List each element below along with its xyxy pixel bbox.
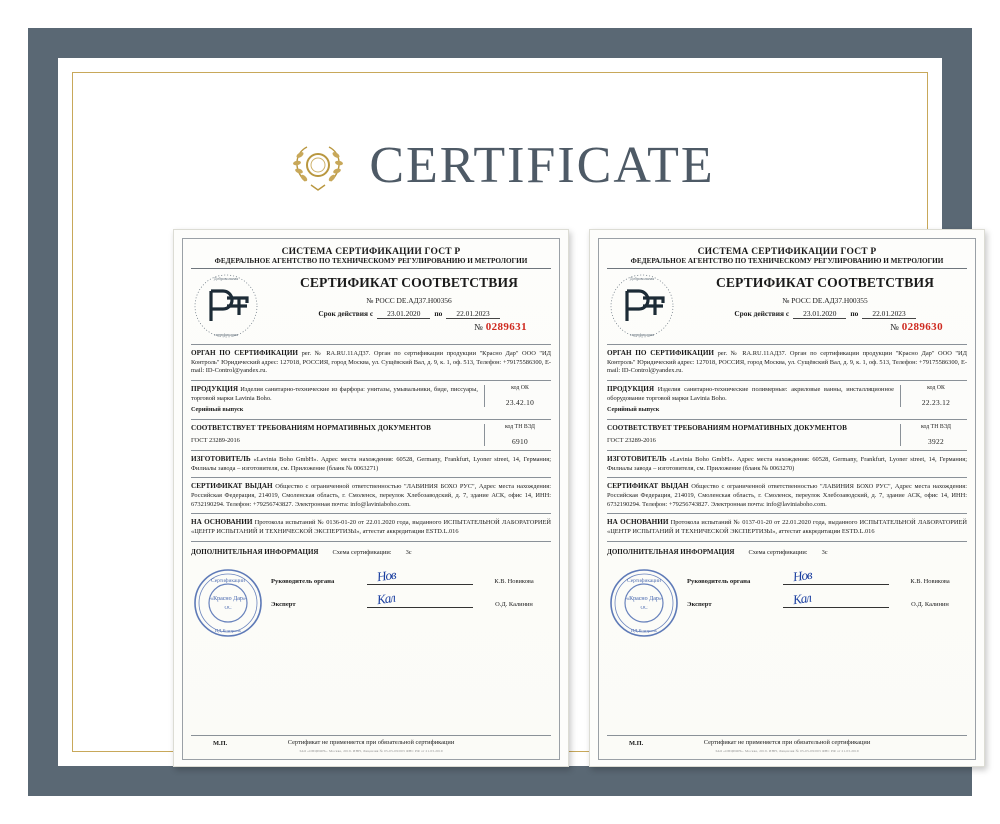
svg-text:ИД Контроль: ИД Контроль	[630, 627, 658, 633]
outer-frame	[28, 28, 972, 796]
issued-to-section	[191, 482, 551, 514]
certificate-header	[191, 273, 551, 339]
blank-number-value: 0289630	[901, 321, 943, 333]
agency-title: ФЕДЕРАЛЬНОЕ АГЕНТСТВО ПО ТЕХНИЧЕСКОМУ РЕГУЛИРОВАНИЮ И МЕТРОЛОГИИ	[607, 257, 967, 269]
tnved-code-value: 6910	[512, 436, 528, 446]
signature-row	[271, 589, 551, 608]
registration-number-value: РОСС DE.АД37.Н00355	[791, 296, 868, 305]
validity-from: 23.01.2020	[793, 309, 846, 319]
conformity-section	[191, 424, 551, 451]
laurel-wreath-icon	[285, 135, 351, 195]
microtext: ЗАО «ОПЦИОН». Москва, 2019. ИНН, Лицензия № 05-05-09/003 ФНС РФ от 21.03.2019	[299, 749, 443, 753]
basis-text: Протокола испытаний № 0136-01-20 от 22.01.2020 года, выданного ИСПЫТАТЕЛЬНОЙ ЛАБОРАТОРИЕЙ «ЦЕНТР ИСПЫТАНИЙ И ТЕХНИЧЕСКОЙ ЭКСПЕРТИЗЫ», аттестат аккредитации ESTD.L.016	[191, 519, 551, 536]
manufacturer-label: ИЗГОТОВИТЕЛЬ	[607, 455, 667, 464]
scheme-value: 3с	[821, 548, 828, 556]
signer-name: К.В. Новикова	[910, 577, 950, 585]
additional-info-section	[191, 548, 551, 556]
signer-role: Эксперт	[687, 600, 712, 608]
validity-row	[267, 309, 551, 319]
manufacturer-section	[191, 455, 551, 478]
validity-label: Срок действия с	[734, 309, 790, 318]
signature-scribble-icon: Нов	[375, 566, 397, 585]
round-blue-seal-icon	[191, 566, 265, 640]
signer-name: О.Д. Калинин	[495, 600, 533, 608]
conformity-section	[607, 424, 967, 451]
additional-info-label: ДОПОЛНИТЕЛЬНАЯ ИНФОРМАЦИЯ	[191, 547, 319, 556]
svg-text:Сертификации: Сертификации	[627, 577, 661, 584]
serial-label: Серийный выпуск	[607, 406, 660, 414]
footer-note: Сертификат не применяется при обязательной сертификации	[191, 735, 551, 746]
ok-code-label: код ОК	[511, 385, 529, 391]
gost-r-certification-mark-icon	[191, 273, 261, 339]
certificate-header	[607, 273, 967, 339]
tnved-code-value: 3922	[928, 436, 944, 446]
signer-name: О.Д. Калинин	[911, 600, 949, 608]
issued-text: Общество с ограниченной ответственностью "ЛАВИНИЯ БОХО РУС", Адрес места нахождения: Российская Федерация, 214019, Смоленская область, г. Смоленск, переулок Хлебозаводский, д. 7, здание АСК, офис 14, ИНН: 6732190294. Телефон: +79256743827. Электронная почта: info@laviniaboho.com.	[191, 483, 551, 508]
svg-text:Сертификации: Сертификации	[211, 577, 245, 584]
signature-row	[687, 589, 967, 608]
basis-text: Протокола испытаний № 0137-01-20 от 22.01.2020 года, выданного ИСПЫТАТЕЛЬНОЙ ЛАБОРАТОРИЕЙ «ЦЕНТР ИСПЫТАНИЙ И ТЕХНИЧЕСКОЙ ЭКСПЕРТИЗЫ», аттестат аккредитации ESTD.L.016	[607, 519, 967, 536]
registration-number-value: РОСС DE.АД37.Н00356	[375, 296, 452, 305]
registration-number-label: №	[782, 296, 790, 305]
system-title: СИСТЕМА СЕРТИФИКАЦИИ ГОСТ Р	[697, 247, 877, 257]
svg-text:ОС: ОС	[224, 605, 232, 611]
certificate-body	[598, 238, 976, 760]
signature-scribble-icon: Нов	[791, 566, 813, 585]
svg-text:ОС: ОС	[640, 605, 648, 611]
blank-number-label: №	[474, 322, 483, 332]
footer-note: Сертификат не применяется при обязательной сертификации	[607, 735, 967, 746]
certification-body-label: ОРГАН ПО СЕРТИФИКАЦИИ	[607, 349, 715, 357]
product-label: ПРОДУКЦИЯ	[607, 385, 655, 393]
signer-name: К.В. Новикова	[494, 577, 534, 585]
certification-body-label: ОРГАН ПО СЕРТИФИКАЦИИ	[191, 349, 299, 357]
gost-r-certification-mark-icon	[607, 273, 677, 339]
validity-to-label: по	[434, 309, 443, 318]
svg-text:«Красно Дар»: «Красно Дар»	[210, 595, 246, 602]
blank-number-line	[267, 321, 551, 333]
registration-number-line	[267, 296, 551, 305]
validity-to: 22.01.2023	[446, 309, 499, 319]
round-blue-seal-icon	[607, 566, 681, 640]
product-section	[191, 385, 551, 420]
ok-code-value: 23.42.10	[505, 398, 535, 407]
issued-label: СЕРТИФИКАТ ВЫДАН	[191, 482, 273, 491]
signature-line	[367, 566, 473, 585]
manufacturer-text: «Lavinia Boho GmbH». Адрес места нахождения: 60528, Germany, Frankfurt, Lyoner street, 14, Германия; Филиалы завода – изготовителя, см. Приложение (бланк № 0063270)	[607, 456, 967, 472]
validity-label: Срок действия с	[318, 309, 374, 318]
issued-to-section	[607, 482, 967, 514]
basis-section	[191, 518, 551, 541]
issued-text: Общество с ограниченной ответственностью "ЛАВИНИЯ БОХО РУС", Адрес места нахождения: Российская Федерация, 214019, Смоленская область, г. Смоленск, переулок Хлебозаводский, д. 7, здание АСК, офис 14, ИНН: 6732190294. Телефон: +79256743827. Электронная почта: info@laviniaboho.com.	[607, 483, 967, 508]
system-title: СИСТЕМА СЕРТИФИКАЦИИ ГОСТ Р	[281, 247, 461, 257]
certificate-card[interactable]	[589, 229, 985, 767]
svg-text:ИД Контроль: ИД Контроль	[214, 627, 242, 633]
tnved-code-label: код ТН ВЭД	[505, 423, 535, 430]
scheme-value: 3с	[405, 548, 412, 556]
divider	[607, 344, 967, 345]
additional-info-section	[607, 548, 967, 556]
signature-row	[687, 566, 967, 585]
issued-label: СЕРТИФИКАТ ВЫДАН	[607, 482, 689, 491]
signature-line	[783, 566, 889, 585]
svg-text:Добровольная: Добровольная	[629, 276, 655, 281]
white-mat	[58, 58, 967, 766]
validity-row	[683, 309, 967, 319]
svg-text:Добровольная: Добровольная	[213, 276, 239, 281]
registration-number-label: №	[366, 296, 374, 305]
certification-body-section	[191, 349, 551, 381]
signature-row	[271, 566, 551, 585]
ok-code-value: 22.23.12	[921, 398, 951, 407]
signer-role: Руководитель органа	[271, 577, 335, 585]
conformity-label: СООТВЕТСТВУЕТ ТРЕБОВАНИЯМ НОРМАТИВНЫХ ДОКУМЕНТОВ	[607, 423, 847, 432]
certification-body-text: рег. № RA.RU.11АД37. Орган по сертификации продукции "Красно Дар" ООО "ИД Контроль" Юридический адрес: 127018, РОССИЯ, город Москва, ул. Сущёвский Вал, д. 9, к. 1, оф. 513, Телефон: +79175586300, E-mail: ID-Control@yandex.ru.	[191, 350, 551, 375]
certificate-main-title: СЕРТИФИКАТ СООТВЕТСТВИЯ	[299, 275, 519, 290]
scheme-label: Схема сертификации:	[748, 548, 808, 556]
certificate-title-block	[79, 135, 921, 195]
basis-label: НА ОСНОВАНИИ	[607, 518, 669, 527]
certificate-body	[182, 238, 560, 760]
blank-number-line	[683, 321, 967, 333]
tnved-code-box	[484, 424, 551, 446]
validity-from: 23.01.2020	[377, 309, 430, 319]
validity-to: 22.01.2023	[862, 309, 915, 319]
ok-code-label: код ОК	[927, 385, 945, 391]
manufacturer-label: ИЗГОТОВИТЕЛЬ	[191, 455, 251, 464]
validity-to-label: по	[850, 309, 859, 318]
signature-scribble-icon: Кал	[791, 589, 812, 607]
scheme-label: Схема сертификации:	[332, 548, 392, 556]
mp-label: М.П.	[629, 740, 644, 747]
product-label: ПРОДУКЦИЯ	[191, 385, 239, 393]
ok-code-box	[900, 385, 967, 407]
gold-border	[72, 72, 967, 753]
additional-info-label: ДОПОЛНИТЕЛЬНАЯ ИНФОРМАЦИЯ	[607, 547, 735, 556]
product-section	[607, 385, 967, 420]
signer-role: Руководитель органа	[687, 577, 751, 585]
certificates-container	[171, 229, 987, 767]
certificate-main-title: СЕРТИФИКАТ СООТВЕТСТВИЯ	[715, 275, 935, 290]
certificate-card[interactable]	[173, 229, 569, 767]
divider	[191, 344, 551, 345]
conformity-label: СООТВЕТСТВУЕТ ТРЕБОВАНИЯМ НОРМАТИВНЫХ ДОКУМЕНТОВ	[191, 423, 431, 432]
product-text: Изделия санитарно-технические из фарфора: унитазы, умывальники, биде, писсуары, торговой марки Lavinia Boho.	[191, 386, 478, 402]
page-title: CERTIFICATE	[369, 136, 715, 194]
svg-text:«Красно Дар»: «Красно Дар»	[626, 595, 662, 602]
signer-role: Эксперт	[271, 600, 296, 608]
svg-text:сертификация: сертификация	[214, 332, 238, 337]
standard-value: ГОСТ 23289-2016	[607, 437, 656, 445]
basis-label: НА ОСНОВАНИИ	[191, 518, 253, 527]
inner-white-area	[79, 79, 967, 753]
standard-value: ГОСТ 23289-2016	[191, 437, 240, 445]
certification-body-text: рег. № RA.RU.11АД37. Орган по сертификации продукции "Красно Дар" ООО "ИД Контроль" Юридический адрес: 127018, РОССИЯ, город Москва, ул. Сущёвский Вал, д. 9, к. 1, оф. 513, Телефон: +79175586300, E-mail: ID-Control@yandex.ru.	[607, 350, 967, 375]
signature-scribble-icon: Кал	[375, 589, 396, 607]
tnved-code-label: код ТН ВЭД	[921, 423, 951, 430]
svg-text:сертификация: сертификация	[630, 332, 654, 337]
ok-code-box	[484, 385, 551, 407]
basis-section	[607, 518, 967, 541]
signature-line	[783, 589, 889, 608]
agency-title: ФЕДЕРАЛЬНОЕ АГЕНТСТВО ПО ТЕХНИЧЕСКОМУ РЕГУЛИРОВАНИЮ И МЕТРОЛОГИИ	[191, 257, 551, 269]
mp-label: М.П.	[213, 740, 228, 747]
blank-number-value: 0289631	[485, 321, 527, 333]
manufacturer-section	[607, 455, 967, 478]
signature-line	[367, 589, 473, 608]
blank-number-label: №	[890, 322, 899, 332]
manufacturer-text: «Lavinia Boho GmbH». Адрес места нахождения: 60528, Germany, Frankfurt, Lyoner street, 14, Германия; Филиалы завода – изготовителя, см. Приложение (бланк № 0063271)	[191, 456, 551, 472]
microtext: ЗАО «ОПЦИОН». Москва, 2019. ИНН, Лицензия № 05-05-09/003 ФНС РФ от 21.03.2019	[715, 749, 859, 753]
serial-label: Серийный выпуск	[191, 406, 244, 414]
certification-body-section	[607, 349, 967, 381]
registration-number-line	[683, 296, 967, 305]
product-text: Изделия санитарно-технические полимерные: акриловые ванны, инсталляционное оборудование торговой марки Lavinia Boho.	[607, 386, 894, 402]
tnved-code-box	[900, 424, 967, 446]
